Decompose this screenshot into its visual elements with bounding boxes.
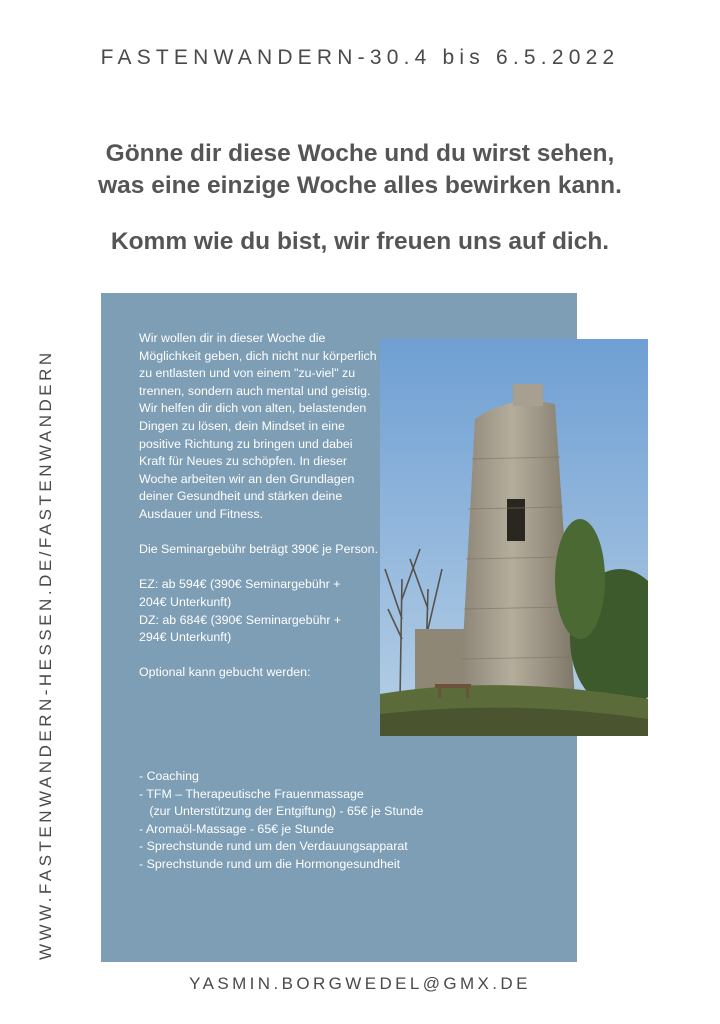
list-item: (zur Unterstützung der Entgiftung) - 65€ je Stunde [139, 804, 424, 819]
headline-line-1: Gönne dir diese Woche und du wirst sehen, [105, 140, 615, 167]
list-item: - Sprechstunde rund um den Verdauungsapparat [139, 839, 408, 854]
ez-price: EZ: ab 594€ (390€ Seminargebühr + 204€ Unterkunft) [139, 577, 341, 609]
intro-paragraph: Wir wollen dir in dieser Woche die Möglichkeit geben, dich nicht nur körperlich zu entlasten und von einem "zu-viel" zu trennen, sondern auch mental und geistig. Wir helfen dir dich von alten, belastenden Dingen zu lösen, dein Mindset in eine positive Richtung zu bringen und dabei Kraft für Neues zu schöpfen. In dieser Woche arbeiten wir an den Grundlagen deiner Gesundheit und stärken deine Ausdauer und Fitness. [139, 331, 377, 521]
page-title: FASTENWANDERN-30.4 bis 6.5.2022 [100, 46, 620, 69]
fee-paragraph: Die Seminargebühr beträgt 390€ je Person. [139, 542, 379, 557]
list-item: - Coaching [139, 769, 199, 783]
website-url[interactable]: WWW.FASTENWANDERN-HESSEN.DE/FASTENWANDERN [36, 349, 55, 960]
list-item: - Sprechstunde rund um die Hormongesundheit [139, 856, 401, 871]
panel-text [139, 330, 379, 682]
list-item: - TFM – Therapeutische Frauenmassage [139, 786, 364, 801]
headline-line-3: Komm wie du bist, wir freuen uns auf dich. [110, 228, 610, 255]
tower-illustration [380, 339, 648, 736]
contact-email[interactable]: YASMIN.BORGWEDEL@GMX.DE [189, 974, 531, 993]
optional-heading: Optional kann gebucht werden: [139, 665, 311, 680]
options-list [139, 768, 539, 874]
tower-photo [380, 339, 648, 736]
headline-line-2: was eine einzige Woche alles bewirken kann. [98, 172, 622, 199]
dz-price: DZ: ab 684€ (390€ Seminargebühr + 294€ Unterkunft) [139, 612, 342, 645]
list-item: - Aromaöl-Massage - 65€ je Stunde [139, 821, 334, 836]
headline-block [40, 138, 680, 202]
